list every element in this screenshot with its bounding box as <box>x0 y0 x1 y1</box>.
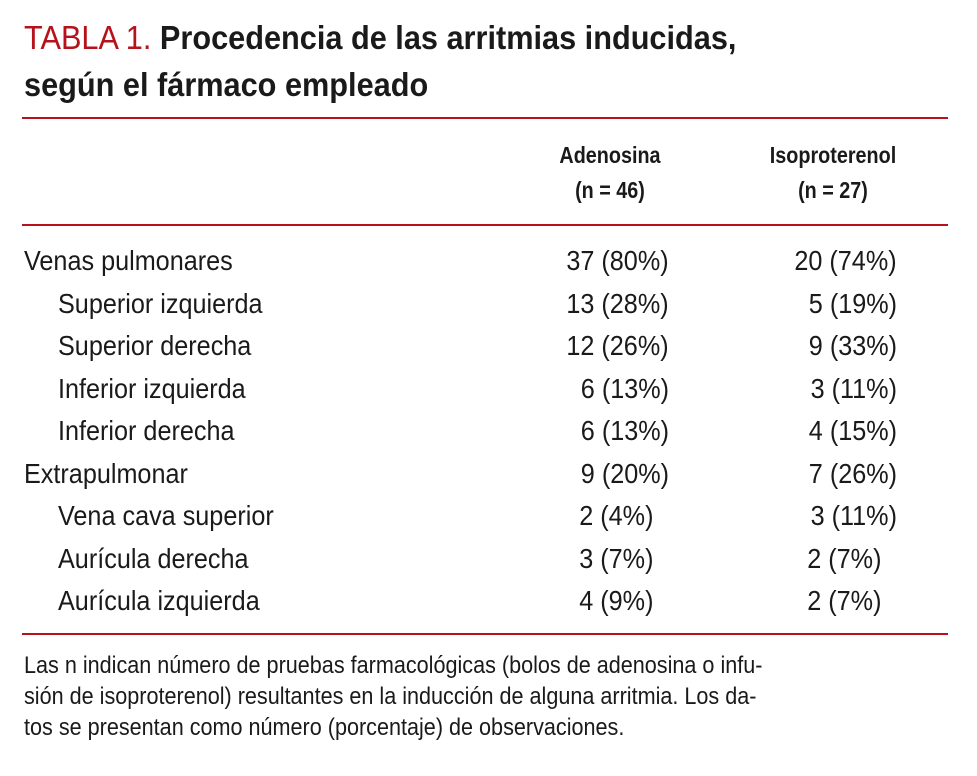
row-label: Inferior izquierda <box>58 372 246 404</box>
table-row <box>0 368 977 411</box>
cell-isoproterenol: 7 (26%) <box>808 457 897 489</box>
row-label: Aurícula izquierda <box>58 585 260 616</box>
cell-isoproterenol: 5 (19%) <box>808 287 897 319</box>
footnote-line: Las n indican número de pruebas farmacológicas (bolos de adenosina o infu- <box>24 652 763 679</box>
row-label: Vena cava superior <box>58 500 274 531</box>
cell-isoproterenol: 2 (7%) <box>806 542 881 574</box>
table-row <box>0 410 977 453</box>
table-body <box>0 240 977 623</box>
table-row <box>0 325 977 368</box>
cell-isoproterenol: 9 (33%) <box>808 330 897 361</box>
table-row <box>0 495 977 538</box>
row-label: Inferior derecha <box>58 415 235 446</box>
title-text-line-1: Procedencia de las arritmias inducidas, <box>159 19 737 56</box>
table-row <box>0 580 977 623</box>
cell-adenosina: 3 (7%) <box>578 542 653 574</box>
cell-isoproterenol: 2 (7%) <box>806 585 881 616</box>
title-text-line-2: según el fármaco empleado <box>24 66 429 103</box>
cell-adenosina: 13 (28%) <box>566 287 669 319</box>
table-number-label: TABLA 1. <box>24 19 152 56</box>
table-row <box>0 283 977 326</box>
table-row <box>0 240 977 283</box>
column-header-name: Adenosina <box>559 142 661 168</box>
column-header-isoproterenol <box>743 138 924 208</box>
column-header-name: Isoproterenol <box>769 142 897 168</box>
row-label: Extrapulmonar <box>24 457 188 489</box>
row-label: Superior izquierda <box>58 287 263 319</box>
cell-isoproterenol: 20 (74%) <box>794 245 897 276</box>
cell-adenosina: 2 (4%) <box>578 500 653 531</box>
row-label: Superior derecha <box>58 330 252 361</box>
row-label: Aurícula derecha <box>58 542 249 574</box>
header-rule <box>22 224 948 226</box>
column-header-n: (n = 27) <box>798 177 868 203</box>
title-line-1 <box>24 14 889 61</box>
cell-adenosina: 6 (13%) <box>580 372 669 404</box>
column-header-adenosina <box>533 138 688 208</box>
cell-adenosina: 37 (80%) <box>566 245 669 276</box>
bottom-rule <box>22 633 948 635</box>
top-rule <box>22 117 948 119</box>
cell-adenosina: 9 (20%) <box>580 457 669 489</box>
footnote-line: sión de isoproterenol) resultantes en la inducción de alguna arritmia. Los da- <box>24 683 757 710</box>
table-row <box>0 453 977 496</box>
cell-adenosina: 12 (26%) <box>566 330 669 361</box>
table-row <box>0 538 977 581</box>
table-footnote <box>24 650 951 743</box>
column-header-n: (n = 46) <box>575 177 645 203</box>
cell-isoproterenol: 3 (11%) <box>810 500 897 531</box>
footnote-line: tos se presentan como número (porcentaje) de observaciones. <box>24 714 625 741</box>
cell-adenosina: 6 (13%) <box>580 415 669 446</box>
cell-adenosina: 4 (9%) <box>578 585 653 616</box>
row-label: Venas pulmonares <box>24 245 233 276</box>
cell-isoproterenol: 3 (11%) <box>810 372 897 404</box>
table-title <box>24 14 889 108</box>
cell-isoproterenol: 4 (15%) <box>808 415 897 446</box>
